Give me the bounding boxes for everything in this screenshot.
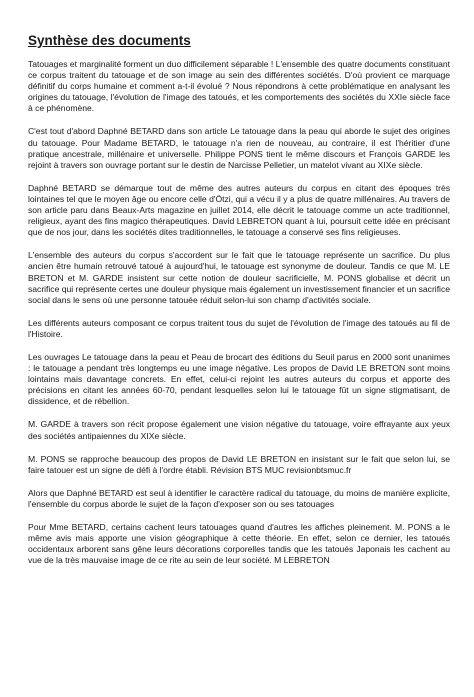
paragraph-radical: Alors que Daphné BETARD est seul à identifier le caractère radical du tatouage, du moins de manière explicite, l'ensemble du corpus aborde le sujet de la façon d'exposer son ou ses tatouages bbox=[28, 487, 450, 509]
document-title: Synthèse des documents bbox=[28, 33, 191, 48]
paragraph-evolution: Les différents auteurs composant ce corpus traitent tous du sujet de l'évolution de l'image des tatoués au fil de l'Histoire. bbox=[28, 317, 450, 339]
paragraph-betard: Daphné BETARD se démarque tout de même des autres auteurs du corpus en citant des époques très lointaines tel que le moyen âge ou encore celle d'Ötzi, qui a vécu il y a plus de quatre millénaires. Au travers de son article paru dans Beaux-Arts magazine en juillet 2014, elle décrit le tatouage comme un acte traditionnel, religieux, ayant des fins magico thérapeutiques. David LEBRETON quant à lui, poursuit cette idée en précisant que de nos jour, dans les sociétés dites traditionnelles, le tatouage a conservé ses fins religieuses. bbox=[28, 182, 450, 238]
paragraph-sacrifice: L'ensemble des auteurs du corpus s'accordent sur le fait que le tatouage représente un sacrifice. Du plus ancien être humain retrouvé tatoué à aujourd'hui, le tatouage est synonyme de douleur. Tandis ce que M. LE BRETON et M. GARDE insistent sur cette notion de douleur sacrificielle, M. PONS globalise et décrit un sacrifice qui représente certes une douleur physique mais également un investissement financier et un sacrifice social dans le sens où une personne tatouée réduit selon-lui son champ d'activités sociale. bbox=[28, 250, 450, 305]
paragraph-garde: M. GARDE à travers son récit propose également une vision négative du tatouage, voire effrayante aux yeux des sociétés antipaiennes du XIXe siècle. bbox=[28, 419, 450, 441]
paragraph-exposure: Pour Mme BETARD, certains cachent leurs tatouages quand d'autres les affiches pleinement. M. PONS a le même avis mais apporte une vision géographique à cette théorie. En effet, selon ce dernier, les tatoués occidentaux arborent sans gêne leurs décorations corporelles tandis que les tatoués Japonais les cachent au vue de la très mauvaise image de ce rite au sein de leur société. M LEBRETON bbox=[28, 522, 450, 566]
paragraph-intro: Tatouages et marginalité forment un duo difficilement séparable ! L'ensemble des quatre documents constituant ce corpus traitent du tatouage et de son image au sein des différentes sociétés. D'où provient ce marquage définitif du corps humaine et comment a-t-il évolué ? Nous répondrons à cette problématique en analysant les origines du tatouage, l'évolution de l'image des tatoués, et les comportements des sociétés du XXIe siècle face à ce phénomène. bbox=[28, 59, 450, 114]
paragraph-origins: C'est tout d'abord Daphné BETARD dans son article Le tatouage dans la peau qui aborde le sujet des origines du tatouage. Pour Madame BETARD, le tatouage n'a rien de nouveau, au contraire, il est l'héritier d'une pratique ancestrale, millénaire et universelle. Philippe PONS tient le même discours et François GARDE les rejoint à travers son ouvrage portant sur le destin de Narcisse Pelletier, un matelot vivant au XIXe siècle. bbox=[28, 126, 450, 170]
paragraph-pons: M. PONS se rapproche beaucoup des propos de David LE BRETON en insistant sur le fait que selon lui, se faire tatouer est un signe de défi à l'ordre établi. Révision BTS MUC revisionbtsmuc.fr bbox=[28, 453, 450, 475]
paragraph-negative-image: Les ouvrages Le tatouage dans la peau et Peau de brocart des éditions du Seuil parus en 2000 sont unanimes : le tatouage a pendant très longtemps eu une image négative. Les propos de David LE BRETON sont moins lointains mais davantage concrets. En effet, celui-ci rejoint les autres auteurs du corpus et apporte des précisions en citant les années 60-70, pendant lesquelles selon lui le tatouage fût un signe stigmatisant, de dissidence, et de rébellion. bbox=[28, 351, 450, 407]
